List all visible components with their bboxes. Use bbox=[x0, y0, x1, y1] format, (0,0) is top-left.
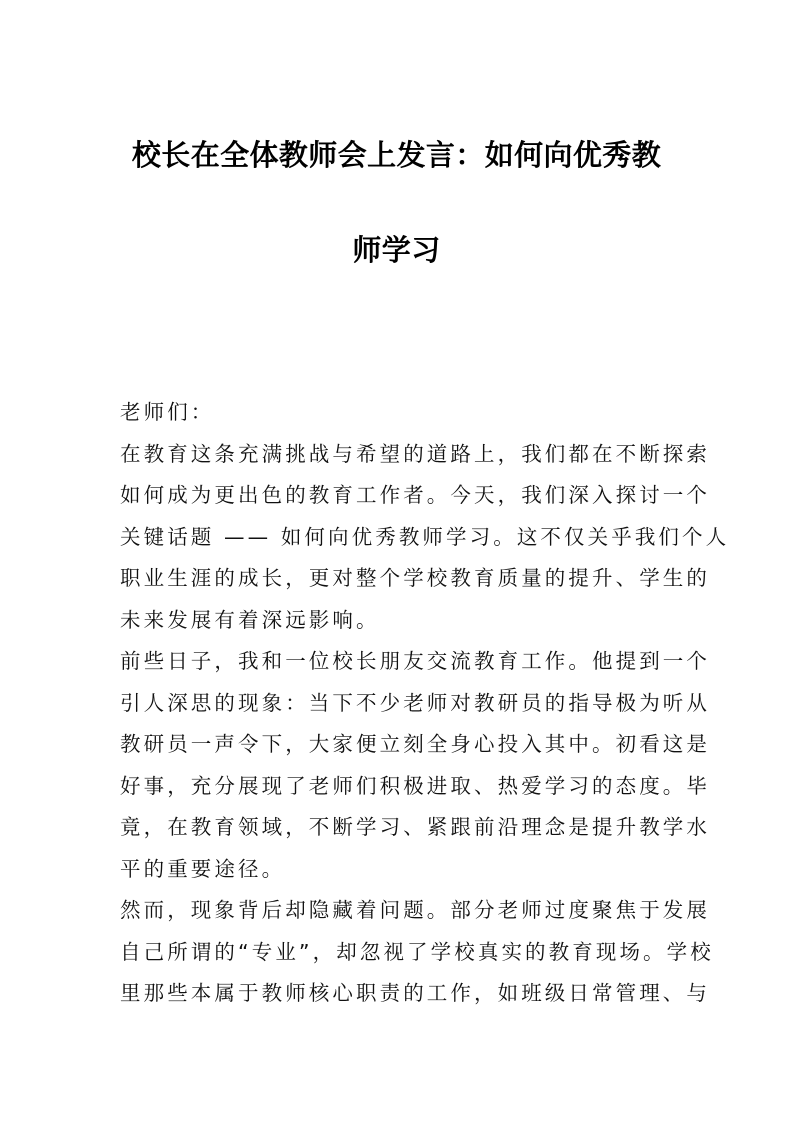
document-title-line-1: 校长在全体教师会上发言：如何向优秀教 bbox=[131, 138, 662, 172]
paragraph-1-line-5: 未来发展有着深远影响。 bbox=[120, 607, 380, 632]
paragraph-2-line-1: 前些日子，我和一位校长朋友交流教育工作。他提到一个 bbox=[120, 649, 710, 673]
paragraph-3-line-2: 自己所谓的“专业”，却忽视了学校真实的教育现场。学校 bbox=[120, 939, 714, 964]
paragraph-1-line-3: 关键话题 —— 如何向优秀教师学习。这不仅关乎我们个人 bbox=[120, 524, 730, 549]
paragraph-1-line-1: 在教育这条充满挑战与希望的道路上，我们都在不断探索 bbox=[120, 441, 710, 466]
paragraph-2-line-2: 引人深思的现象：当下不少老师对教研员的指导极为听从 bbox=[120, 690, 710, 715]
paragraph-2-line-5: 竟，在教育领域，不断学习、紧跟前沿理念是提升教学水 bbox=[120, 815, 710, 839]
document-title-line-2: 师学习 bbox=[352, 233, 441, 267]
paragraph-2-line-4: 好事，充分展现了老师们积极进取、热爱学习的态度。毕 bbox=[120, 773, 710, 798]
salutation: 老师们： bbox=[120, 400, 215, 424]
paragraph-1-line-4: 职业生涯的成长，更对整个学校教育质量的提升、学生的 bbox=[120, 566, 710, 590]
paragraph-2-line-3: 教研员一声令下，大家便立刻全身心投入其中。初看这是 bbox=[120, 732, 710, 756]
paragraph-2-line-6: 平的重要途径。 bbox=[120, 856, 286, 881]
document-body bbox=[120, 392, 730, 1015]
paragraph-3-line-3: 里那些本属于教师核心职责的工作，如班级日常管理、与 bbox=[120, 981, 710, 1005]
paragraph-1-line-2: 如何成为更出色的教育工作者。今天，我们深入探讨一个 bbox=[120, 483, 710, 507]
paragraph-3-line-1: 然而，现象背后却隐藏着问题。部分老师过度聚焦于发展 bbox=[120, 898, 710, 922]
